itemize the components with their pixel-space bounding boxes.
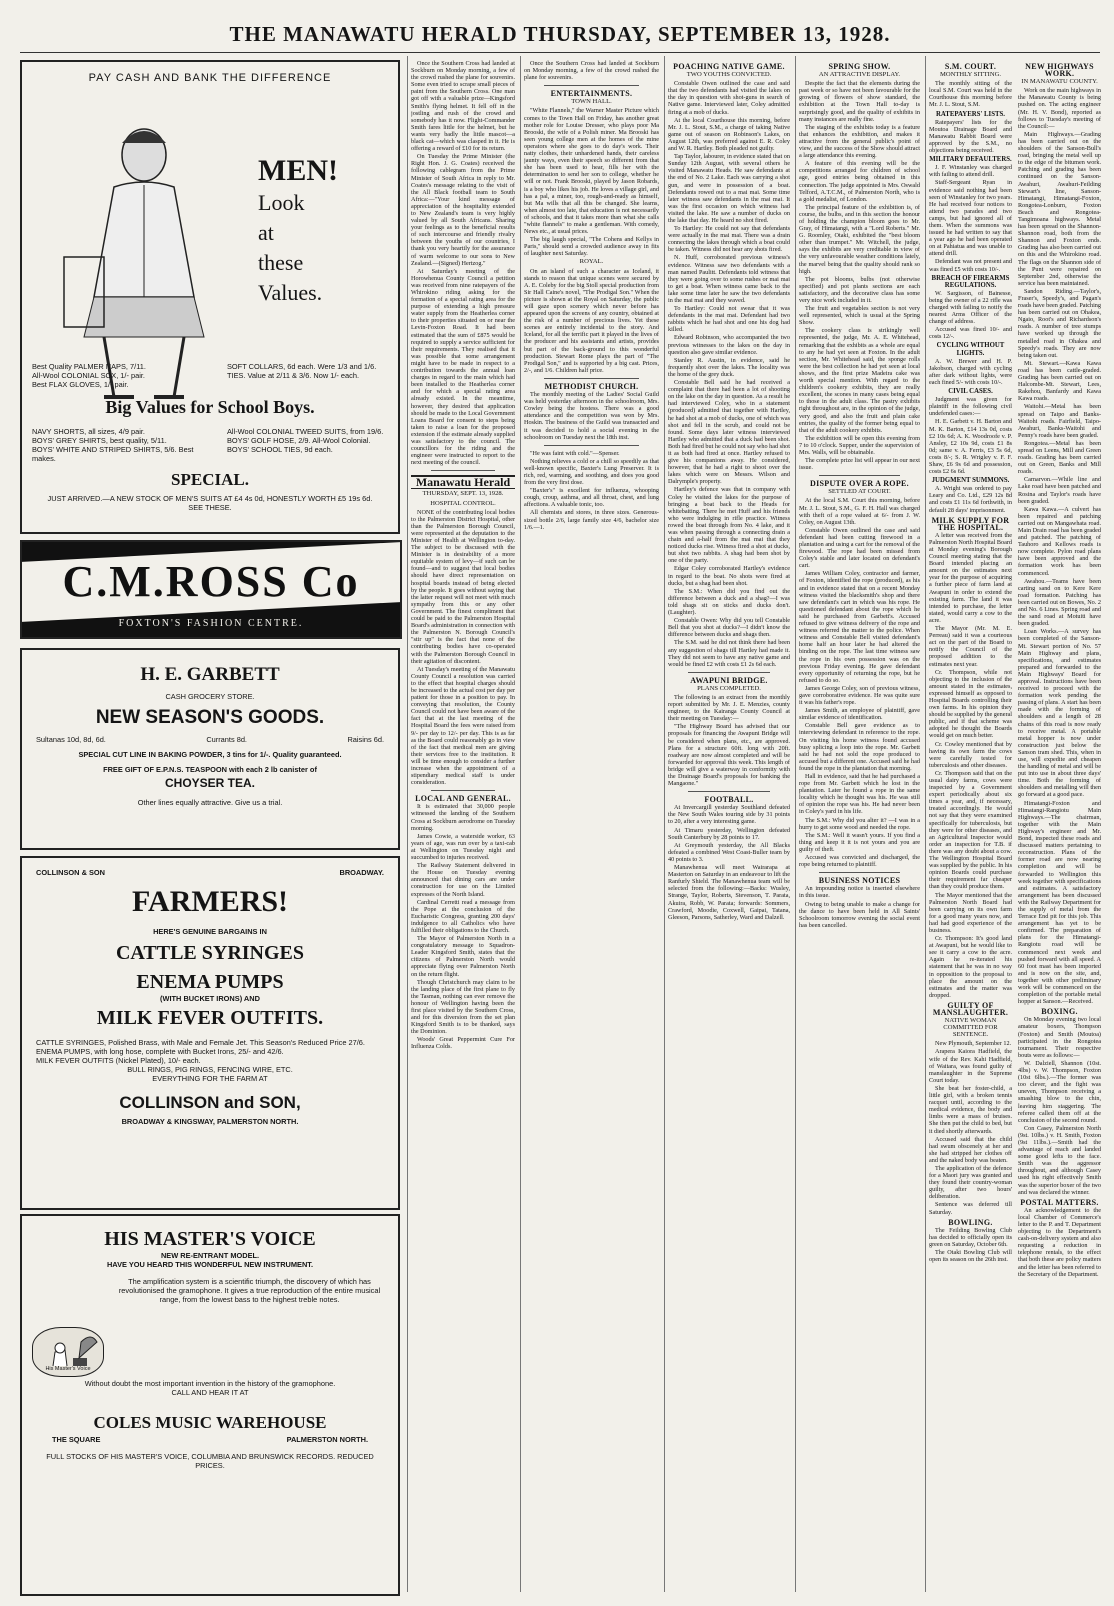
paragraph: A feature of this evening will be the competitions arranged for children of school age, good entries being obtained in this connection. The judge appointed is Mrs. Oswald Telford, A.T.C.M., of Palmerston North, who is a gold medalist, of London.	[799, 160, 920, 203]
section-subheading: PLANS COMPLETED.	[697, 684, 761, 692]
section-heading: DISPUTE OVER A ROPE.	[810, 479, 909, 489]
collinson-footer-addr: BROADWAY & KINGSWAY, PALMERSTON NORTH.	[121, 1117, 299, 1126]
price-line: Best Quality PALMER NAPS, 7/11.	[32, 362, 146, 371]
section-subheading: SETTLED AT COURT.	[828, 488, 891, 496]
paragraph: Main Highways.—Grading has been carried out on the shoulders of the Sanson-Bull's road, bringing the metal well up to the edge of the bitumen work. Patching and grading has been continued on the Sanson-Awahuri, Awahuri-Feilding Stewart's line, Sanson-Himatangi, Himatangi-Foxton, Rongotea-Lonburn, Foxton Beach and Rongotea-Tangimoana highways. Metal has been spread on the Shannon-Shannon road, both from the Shannon and Foxton ends. Grading has also been carried out on this and the Whirokino road. The flags on the Shannon side of the Punt were repaired on September 2nd, otherwise the service has been maintained.	[1018, 130, 1101, 287]
paragraph: W. Sargisson, of Bainesse, being the owner of a 22 rifle was charged with failing to notify the nearest Arms Officer of the change of address.	[929, 289, 1012, 326]
hmv-footer: FULL STOCKS OF HIS MASTER'S VOICE, COLUMBIA AND BRUNSWICK RECORDS. REDUCED PRICES.	[46, 1452, 374, 1470]
paragraph: The cookery class is strikingly well represented, the judge, Mr. A. E. Whitehead, remarking that the exhibits as a whole are equal to any he had yet seen at Foxton. In the adult section, Mr. Whitehead said, the sponge rolls were the best collection he had yet seen at local shows, and the first prize Madeira cake was worth special mention. With regard to the children's cookery exhibits, they are really excellent, the scones in many cases being equal to those in the adult class. The pastry exhibits right throughout are, in the opinion of the judge, very good, and also the fruit and plain cake entries, the quality of the former being equal to that of the adult cookery exhibits.	[799, 327, 920, 434]
paragraph: At the local S.M. Court this morning, before Mr. J. L. Stout, S.M., G. F. H. Hall was charged with theft of a rope valued at 6/- from J. W. Coley, on August 13th.	[799, 497, 920, 526]
paragraph: The Mayor mentioned that the Palmerston North Board had been carrying on its own farm for a good many years now, and had had good experience of the business.	[929, 891, 1012, 934]
paragraph: The Railway Statement delivered in the House on Tuesday evening announced that dining cars are under construction for use on the Limited expresses of the North Island.	[411, 862, 515, 898]
paragraph: Once the Southern Cross had landed at Sockburn on Monday morning, a few of the crowd rushed the plane for souvenirs.	[524, 60, 659, 82]
subheading: BREACH OF FIREARMS REGULATIONS.	[931, 274, 1010, 289]
separator	[688, 672, 770, 673]
hmv-sub2: HAVE YOU HEARD THIS WONDERFUL NEW INSTRUMENT.	[106, 1260, 314, 1269]
section-heading: BOWLING.	[948, 1217, 993, 1227]
paragraph: The principal feature of the exhibition is, of course, the bulbs, and in this section the honour of holding the champion bloom goes to Mr. Gray, of Himatangi, with a "Lord Roberts." Mr. G. Roomley, Otaki, exhibited the "best bloom other than trumpet." Mr. Witchell, the judge, says the exhibits are very creditable in view of the very unfavourable weather conditions lately, the marvel being that the quality should rank so high.	[799, 203, 920, 275]
garbett-name: H. E. GARBETT	[140, 664, 280, 685]
men-word: Values.	[258, 280, 323, 305]
price-line: BOYS' SCHOOL TIES, 9d each.	[227, 445, 333, 454]
hmv-address	[22, 1433, 398, 1446]
paragraph: James William Coley, contractor and farmer, of Foxton, identified the rope (produced), as his and in evidence stated that on a recent Monday witness visited the blacksmith's shop and there saw defendant's cart in which was his rope. He questioned defendant about the rope which he said he purchased from Garbett's. Accused refused to give witness delivery of the rope and witness referred the matter to the police. When witness and Constable Bell visited defendant's home half an hour later he had altered the binding on the rope. The last time witness saw the rope in his own possession was on the previous Friday evening. He gave defendant every opportunity of returning the rope, but he refused to do so.	[799, 570, 920, 684]
subheading: RATEPAYERS' LISTS.	[935, 110, 1005, 118]
paragraph: The exhibition will be open this evening from 7 to 10 o'clock. Supper, under the supervision of Mrs. Walls, will be obtainable.	[799, 434, 920, 456]
hmv-sub1: NEW RE-ENTRANT MODEL.	[160, 1251, 260, 1260]
detail-line: BULL RINGS, PIG RINGS, FENCING WIRE, ETC.	[127, 1065, 293, 1074]
paragraph: Nothing relieves a cold or a chill so speedily as that well-known specific, Baxter's Lung Preserver. It is rich, red, warming, and soothing, and does you good from the very first dose.	[524, 457, 659, 487]
section-heading: NEW HIGHWAYS WORK.	[1025, 62, 1094, 79]
ross-sub: FOXTON'S FASHION CENTRE.	[118, 618, 304, 629]
paragraph: The following is an extract from the monthly report submitted by Mr. J. E. Menzies, county engineer, to the Kairanga County Council at their meeting on Tuesday:—	[668, 693, 790, 723]
subheading: CYCLING WITHOUT LIGHTS.	[936, 342, 1005, 357]
hmv-store: COLES MUSIC WAREHOUSE	[93, 1413, 327, 1432]
men-word: Look	[258, 190, 305, 215]
paragraph: Rongotea.—Metal has been spread on Leens, Mill and Green roads. Grading has been carried out on Green, Banks and Mill roads.	[1018, 439, 1101, 476]
separator	[544, 85, 639, 86]
section-heading: GUILTY OF MANSLAUGHTER.	[932, 1000, 1009, 1017]
paragraph: Loan Works.—A survey has been completed of the Sanson-Mt. Stewart portion of No. 57 Main Highway and plans, specifications, and estimates prepared and forwarded to the Main Highways' Board for approval. Instructions have been received to proceed with the formation work pending the passing of plans. A start has been made with the forming of shoulders and a length of 28 chains of this road is now ready to receive metal. A portable metal hopper is now under construction just below the Sanson tram shed. This, when in use, will expedite and cheapen the handling of metal and will be put into use in about three days' time. Both the forming of shoulders and metalling will then go forward at a good pace.	[1018, 628, 1101, 799]
masthead: THE MANAWATU HERALD THURSDAY, SEPTEMBER 13, 1928.	[229, 22, 891, 46]
paragraph: James George Coley, son of previous witness, gave corroborative evidence. He was quite sure it was his father's rope.	[799, 684, 920, 707]
paragraph: At the local Courthouse this morning, before Mr. J. L. Stout, S.M., a charge of taking Native game out of season on Robinson's Lakes, on August 12th, was preferred against E. R. Coley and W. R. Hartley. Both pleaded not guilty.	[668, 116, 790, 153]
paragraph: Constable Owen: Why did you tell Constable Bell that you shot at ducks?—I didn't know the difference between ducks and shags then.	[668, 617, 790, 639]
paragraph: Judgment was given for plaintiff in the following civil undefended cases:—	[929, 396, 1012, 418]
paragraph: James Cowie, a waterside worker, 63 years of age, was run over by a taxi-cab at Wellington on Tuesday night and succumbed to injuries received.	[411, 832, 515, 862]
section-heading: SPRING SHOW.	[828, 62, 891, 71]
men-word: MEN!	[258, 154, 338, 187]
hmv-body-wrap	[22, 1269, 398, 1379]
paragraph: New Plymouth, September 12.	[935, 1040, 1012, 1048]
paragraph: Sentence was deferred till Saturday.	[929, 1201, 1012, 1216]
price-item: Currants 8d.	[206, 735, 247, 744]
paragraph: J. F. Winstanley was charged with failing to attend drill.	[929, 164, 1012, 179]
section-heading: HOSPITAL CONTROL.	[430, 499, 496, 507]
paragraph: Constable Owen outlined the case and said defendant had been cutting firewood in a plantation and using a cart for the removal of the firewood. The rope had been missed from Coley's stable and later located on defendant's cart.	[799, 526, 920, 570]
paragraph: Accused was convicted and discharged, the rope being returned to plaintiff.	[799, 854, 920, 869]
paragraph: Accused was fined 10/- and costs 12/-.	[929, 326, 1012, 341]
price-line: BOYS' WHITE AND STRIPED SHIRTS, 5/6. Best makes.	[32, 445, 194, 463]
separator	[544, 378, 639, 379]
garbett-advert	[20, 648, 400, 850]
hmv-logo-text: His Master's Voice	[45, 1366, 91, 1372]
paragraph: James Smith, an employee of plaintiff, gave similar evidence of identification.	[799, 707, 920, 722]
paragraph: The staging of the exhibits today is a feature that enhances the exhibition, and makes it attractive from the general public's point of view, and the success of the Show should attract a large attendance this evening.	[799, 123, 920, 160]
paragraph: Defendant was not present and was fined £5 with costs 10/-.	[929, 258, 1012, 273]
section-heading: METHODIST CHURCH.	[544, 381, 639, 391]
men-word: these	[258, 250, 304, 275]
paragraph: It is estimated that 30,000 people witnessed the landing of the Southern Cross at Sockburn aerodrome on Tuesday morning.	[411, 803, 515, 832]
paragraph: "He was faint with cold."—Spenser.	[530, 449, 620, 457]
column-6-7	[929, 60, 1101, 1595]
paragraph: Work on the main highways in the Manawatu County is being pushed on. The acting engineer (Mr. H. V. Bond), reported as follows to Tuesday's meeting of the Council:—	[1018, 87, 1101, 130]
paragraph: N. Huff, corroborated previous witness's evidence. Witness saw two defendants with a man named Paulitt. Defendants told witness that they were going over to some rushes or mai mai to get a boat. When witness came back to the lake some time later he saw the two defendants in the mai mai and they waved.	[668, 254, 790, 304]
paragraph: NONE of the contributing local bodies to the Palmerston District Hospital, other than the Palmerston Borough Council, were represented at the deputation to the Minister of Health at Wellington to-day. The subject to be discussed with the Minister is in desirability of a more equitable system of levy—if such can be found—and to suggest that local bodies should have direct representation on hospital boards instead of being elected by the people. It goes without saying that the latter request will not meet with much sympathy from this or any other Government. The finest compliment that could be paid to the Palmerston Hospital Board's administration in connection with the Palmerston N. Borough Council's "stir up" is the fact that none of the contributing bodies have co-operated with the Palmerston Borough Council in their agitation of discontent.	[411, 508, 515, 665]
paragraph: Hartley's defence was that in company with Coley he visited the lakes for the purpose of bringing a boat back to the Heads for whitebaiting. There he met Huff and his friends who were indulging in rifle practice. Witness rowed the boat through from No. 4 lake, and it was when passing through a connecting drain a chain and a-half from the mai mai that they noticed ducks rise. Witness fired a shot at ducks, but shot two rabbits. A shag had been shot by one of the party.	[668, 486, 790, 565]
subheading: CIVIL CASES.	[948, 388, 993, 396]
paragraph: At Invercargill yesterday Southland defeated the New South Wales touring side by 31 points to 20, after a very interesting game.	[668, 804, 790, 826]
paragraph: The fruit and vegetables section is not very well represented, which is usual at the Spring Show.	[799, 305, 920, 327]
paragraph: Edward Robinson, who accompanied the two previous witnesses to the lakes on the day in question also gave similar evidence.	[668, 334, 790, 356]
section-heading: ENTERTAINMENTS.	[550, 89, 633, 99]
paragraph: "Baxter's" is excellent for influenza, whooping cough, croup, asthma, and all throat, chest, and lung affections. A valuable tonic, too.	[524, 487, 659, 509]
school-left	[32, 427, 217, 463]
paragraph: At Saturday's meeting of the Horowhenua County Council a petition was received from nine ratepayers of the Whirokino riding asking for the formation of a special rating area for the purpose of extending a high pressure water supply from the Heatherlea corner to their properties situated on or near the Levin-Foxton Road. It had been estimated that the sum of £875 would be required to supply a service sufficient for their requirements. They realised that it was possible that some arrangement might have to be made in respect to a contribution towards the annual loan charges in regard to the main which had been installed to the Heatherlea corner and for which a special rating area already existed. In the meantime, however, they desired that application should be made to the Local Government Loans Board for consent to steps being taken to raise a loan for the proposed extension if the estimate already supplied was satisfactory to the council. The councillors for the riding and the engineer were instructed to report to the next meeting of the council.	[411, 267, 515, 467]
paragraph: Owing to being unable to make a change for the dance to have been held in All Saints' Schoolroom tomorrow evening the social event has been cancelled.	[799, 900, 920, 929]
paragraph: Kawa Kawa.—A culvert has been repaired and patching carried out on Mangawhata road. Main Drain road has been graded and patched. The patching of Tauhoro and Kellows roads is now complete. Pylon road plans have been approved and the formation work has been commenced.	[1018, 505, 1101, 577]
paragraph: Cr. Thompson said that on the usual dairy farms, cows were inspected by a Government expert periodically about six times a year, and, if necessary, treated accordingly. He would not say that they were examined specifically for tuberculosis, but they were for other diseases, and an Agricultural Inspector would order an inspection for T.B. if there was any doubt about a cow. The Wellington Hospital Board was supplied by the public. In his opinion Boards could purchase their requirement far cheaper than they could produce them.	[929, 769, 1013, 891]
ross-logo-banner	[20, 540, 402, 639]
collinson-line: MILK FEVER OUTFITS.	[96, 1007, 324, 1029]
men-look-values	[258, 154, 338, 308]
items-left	[32, 362, 212, 389]
paragraph: All chemists and stores, in three sizes. Generous-sized bottle 2/6, large family size 4/6, bachelor size 1/6.—1.	[524, 509, 659, 531]
hmv-advert	[20, 1214, 400, 1596]
hmv-headline: HIS MASTER'S VOICE	[104, 1228, 316, 1250]
special-text: JUST ARRIVED.—A NEW STOCK OF MEN'S SUITS AT £4 4s 0d, HONESTLY WORTH £5 19s 6d. SEE THESE.	[47, 494, 373, 512]
paragraph: Edgar Coley corroborated Hartley's evidence in regard to the boat. No shots were fired at ducks, but a shag had been shot.	[668, 565, 790, 587]
subheading: MILITARY DEFAULTERS.	[929, 156, 1012, 164]
paper-date: THURSDAY, SEPT. 13, 1928.	[422, 490, 504, 498]
section-heading: FOOTBALL.	[704, 795, 754, 805]
column-5	[799, 60, 920, 1595]
paragraph: On Tuesday the Prime Minister (the Right Hon. J. G. Coates) received the following cablegram from the Prime Minister of South Africa in reply to Mr. Coates's message relating to the visit of the All Black football team to South Africa:—"Your kind message of appreciation of the hospitality extended to New Zealand's team is very highly valued by all South Africans. Sharing your feelings as to the beneficial results of such intercourse and friendly rivalry between the youths of our countries, I thank you very heartily for the assurance of warm welcome to our sons to New Zealand.—(Signed) Hertzog."	[411, 153, 515, 267]
garbett-sub: CASH GROCERY STORE.	[165, 692, 255, 701]
hmv-logo	[32, 1327, 104, 1377]
column-3	[524, 60, 659, 1595]
garbett-special: SPECIAL CUT LINE IN BAKING POWDER, 3 tins for 1/-. Quality guaranteed.	[78, 750, 342, 759]
column-divider	[925, 56, 926, 1592]
price-line: All-Wool COLONIAL TWEED SUITS, from 19/6.	[227, 427, 384, 436]
paragraph: Cr. Thompson: It's good land at Awapuni, but he would like to see it carry a cow to the acre. Again he re-iterated his statement that he was in no way in opposition to the proposal to place the amount on the estimates and the matter was dropped.	[929, 935, 1012, 999]
section-heading: LOCAL AND GENERAL.	[415, 794, 511, 804]
paragraph: A. W. Brewer and H. P. Jakobson, charged with cycling after dark without lights, were each fined 5/- with costs 10/-.	[929, 357, 1012, 386]
paragraph: Carnarvon.—While line and Lake road have been patched and Rosina and Taylor's roads have been graded.	[1018, 476, 1101, 505]
collinson-lead: HERE'S GENUINE BARGAINS IN	[153, 927, 267, 936]
paragraph: "White Flannels," the Warner Master Picture which comes to the Town Hall on Friday, has another great mother role for Louise Dresser, who plays poor Ma Brooski, the wife of a Polish miner. Ma Brooski has seen young college men at the homes of the mine operators where she goes to do day's work. Their natty clothes, their unhardened hands, their careless jaunty ways, even their speech so different from that she has been used to hear, fills her with the determination to send her son to college, whether he will or not. Frank Brooski, played by Jason Robards, is a boy who likes his job. He loves a village girl, and has a pal, a miner, too, rough-and-ready as himself, but Ma wills that all this be changed. She learns, when almost too late, that education is not necessarily of schools, and that it takes more than what she calls "white flannels" to make a gentleman. With comedy, News etc., at usual prices.	[524, 107, 659, 236]
garbett-tea: CHOYSER TEA.	[164, 776, 255, 790]
price-item: Raisins 6d.	[347, 735, 384, 744]
paragraph: Cardinal Cerretti read a message from the Pope at the conclusion of the Eucharistic Congress, granting 200 days' indulgence to all Catholics who have fulfilled their obligations to the Church.	[411, 898, 515, 934]
price-item: Sultanas 10d, 8d, 6d.	[36, 735, 106, 744]
paragraph: H. E. Garbett v. H. Barton and M. K. Barton, £14 13s 0d, costs £2 10s 6d; A. K. Woodroofe v. P. Ansley, £2 10s 9d, costs £1 8s 0d; same v. A. Ferris, £3 5s 6d, costs 8/-; S. R. Wrigley v. F. F. Shaw, £6 9s 6d and possession, costs £2 6s 6d.	[929, 418, 1012, 476]
paragraph: Constable Bell said he had received a complaint that there had been a lot of shooting on the lake on the day in question. As a result he had interviewed Coley, who in a statement (produced) admitted that together with Hartley, he had shot at a mob of ducks, one of which was shot and fell in the scrub, and could not be found. Some days later witness interviewed Hartley who admitted that a duck had been shot. Both had fired but he could not say who had shot it as both had fired at once. Hartley refused to give his companions away. He considered, however, that he had a right to shoot over the lakes which were on Messrs. Wilson and Dalrymple's property.	[668, 379, 790, 486]
collinson-details	[22, 1030, 398, 1083]
paragraph: The Mayor of Palmerston North in a congratulatory message to Squadron-Leader Kingsford Smith, states that the citizens of Palmerston North would appreciate flying over Palmerston North on the return flight.	[411, 935, 515, 978]
section-heading: POSTAL MATTERS.	[1020, 1197, 1099, 1207]
section-heading: AWAPUNI BRIDGE.	[690, 675, 768, 685]
paragraph: "The Highway Board has advised that our proposals for financing the Awapuni Bridge will be considered when plans, etc., are approved. Plans for a structure 60ft. long with 20ft. roadway are now almost completed and will be forwarded for approval this week. This length of bridge will give a waterway in conformity with the Drainage Board's proposals for banking the Mangaone."	[668, 723, 790, 788]
men-word: at	[258, 220, 274, 245]
section-heading: BUSINESS NOTICES	[818, 876, 901, 886]
price-line: Best FLAX GLOVES, 1/- pair.	[32, 380, 129, 389]
paragraph: Accused said that the child had swum obscenely at her and she had stripped her clothes off and the naked body was beaten.	[929, 1135, 1012, 1164]
section-heading: POACHING NATIVE GAME.	[673, 62, 785, 71]
paragraph: Once the Southern Cross had landed at Sockburn on Monday morning, a few of the crowd rushed the plane for souvenirs. Some even tried to scrape small pieces of paint from the Southern Cross. One man got off with a valuable prize—Kingsford Smith's flying helmet. It fell off in the jostling and rush of the crowd and somebody has it now. Flight-Commander Smith fares little for the helmet, but he wants very badly the little mascot—a black cat—which was clasped in it. He is offering a reward of £10 for its return.	[411, 60, 515, 153]
paragraph: Cr. Thompson, while not objecting to the inclusion of the amount stated in the estimates, expressed himself as opposed to Hospital Boards controlling their own farms. In his opinion they should be supplied by the general public, and if that scheme was adopted he thought the Boards would get on much better.	[929, 668, 1012, 740]
paragraph: W. Dalziell, Shannon (10st. 4lbs) v. W. Thompson, Foxton (10st 6lbs.).—The former was too clever, and the fight was uneven, Thompson receiving a smashing blow to the chin, leaving him staggering. The referee called them off at the conclusion of the second round.	[1018, 1059, 1101, 1124]
items-right	[227, 362, 392, 380]
section-subheading: ROYAL.	[579, 258, 604, 266]
collinson-line: ENEMA PUMPS	[136, 971, 284, 993]
price-line: BOYS' GREY SHIRTS, best quality, 5/11.	[32, 436, 167, 445]
paragraph: Tap Taylor, labourer, in evidence stated that on Sunday 12th August, with several others he visited Manawatu Heads. He saw defendants at the end of No. 2 Lake. Each was carrying a shot gun, and were in possession of a boat. Defendants rowed out to a mai mai. Some time later witness saw defendants in the mai mai. It was the first occasion on which witness had visited the lake. He saw a number of ducks on the lake that day. He heard no shot fired.	[668, 153, 790, 224]
ross-brand: C.M.ROSS Co	[62, 557, 360, 606]
collinson-advert	[20, 856, 400, 1210]
paragraph: The S.M.: Why did you alter it? —I was in a hurry to get some wood and needed the rope.	[799, 816, 920, 831]
collinson-top-right: BROADWAY.	[339, 868, 384, 877]
paragraph: Himatangi-Foxton and Himatangi-Rangiotu Main Highways.—The chairman, together with the Main Highway's engineer and Mr. Bond, inspected these roads and discussed matters pertaining to reconstruction. Plans of the former road are now nearing completion and will be forwarded to Wellington this week together with specifications and estimates. A satisfactory arrangement has been discussed with the Railway Department for the supply of metal from the Terrace End pit for this job. This arrangement has yet to be confirmed. The preparation of plans for the Himatangi-Rangiotu road will be commenced next week and pushed forward with all speed. A 60 foot mast has been imported and is now on the site, and, together with other preliminary work will be commenced on the completion of the portable metal hopper at Sanson.—Received.	[1018, 799, 1101, 1006]
garbett-headline: NEW SEASON'S GOODS.	[95, 707, 325, 728]
ad-headline: PAY CASH AND BANK THE DIFFERENCE	[88, 72, 332, 84]
paragraph: Woods' Great Peppermint Cure For Influenza Colds.	[411, 1036, 515, 1051]
column-divider	[407, 56, 408, 1592]
detail-line: EVERYTHING FOR THE FARM AT	[152, 1074, 268, 1083]
paragraph: An impounding notice is inserted elsewhere in this issue.	[799, 885, 920, 900]
paragraph: The big laugh special, "The Cohens and Kellys in Paris," should send a crowded audience away in fits of laughter next Saturday.	[524, 236, 659, 258]
paragraph: Constable Owen outlined the case and said that the two defendants had visited the lakes on the day in question with shot-guns in search of Native game. Interviewed later, Coley admitted firing at a mob of ducks.	[668, 80, 790, 116]
detail-line: MILK FEVER OUTFITS (Nickel Plated), 10/- each.	[36, 1056, 201, 1065]
paragraph: At Timaru yesterday, Wellington defeated South Canterbury by 28 points to 17.	[668, 826, 790, 841]
hmv-body: The amplification system is a scientific triumph, the discovery of which has revolutionised the gramophone. It gives a true reproduction of the entire musical range, from the lowest bass to the highest treble notes.	[118, 1277, 381, 1304]
separator	[431, 790, 495, 791]
price-line: TIES. Value at 2/11 & 3/6. Now 1/- each.	[227, 371, 360, 380]
paragraph: At Tuesday's meeting of the Manawatu County Council a resolution was carried to the effect that hospital charges should be increased to the actual cost per day per patient for those in a position to pay. In conveying that resolution, the County Council could not have been aware of the fact that at the last meeting of the Hospital Board the fees were raised from 9/- per day to 12/- per day. This is as far as the Board could reasonably go in view of the fact that medical men are giving their services free to the institution. It will be time enough to consider a further increase when the appointment of a stipendiary medical staff is under consideration.	[411, 665, 515, 787]
column-divider	[520, 56, 521, 1592]
paragraph: The S.M.: Well it wasn't yours. If you find a thing and keep it it is not yours and you are guilty of theft.	[799, 831, 920, 853]
collinson-top-left: COLLINSON & SON	[36, 868, 105, 877]
section-subheading: TWO YOUTHS CONVICTED.	[686, 71, 772, 79]
column-7	[1018, 60, 1101, 1279]
paragraph: An acknowledgement to the local Chamber of Commerce's letter to the P. and T. Department objecting to the Department's cash-on-delivery system and also requesting a reduction in telephone rentals, to the effect that both these are policy matters and the letter has been referred to the Secretary of the Department.	[1018, 1206, 1101, 1278]
column-4	[668, 60, 790, 1595]
hmv-line: Without doubt the most important invention in the history of the gramophone.	[84, 1379, 336, 1388]
section-subheading: NATIVE WOMAN COMMITTED FOR SENTENCE.	[943, 1017, 998, 1039]
detail-line: CATTLE SYRINGES, Polished Brass, with Male and Female Jet. This Season's Reduced Price 27/6.	[36, 1038, 365, 1047]
separator	[819, 872, 900, 873]
paragraph: The S.M.: When did you find out the difference between a duck and a shag?—I was told shags sit on sticks and ducks don't. (Laughter).	[668, 587, 790, 617]
hmv-square: THE SQUARE	[52, 1435, 101, 1444]
paragraph: At Greymouth yesterday, the All Blacks defeated a combined West Coast-Buller team by 40 points to 3.	[668, 841, 790, 863]
paragraph: The Otaki Bowling Club will open its season on the 26th inst.	[929, 1249, 1012, 1264]
hmv-city: PALMERSTON NORTH.	[286, 1435, 368, 1444]
paragraph: Despite the fact that the elements during the past week or so have not been favourable for the growing of flowers of show standard, the exhibition at the Town Hall to-day is surprisingly good, and the quality of exhibits in many instances are really fine.	[799, 80, 920, 123]
column-divider	[664, 56, 665, 1592]
section-subheading: TOWN HALL.	[571, 98, 612, 106]
paragraph: The monthly sitting of the local S.M. Court was held in the Courthouse this morning before Mr. J. L. Stout, S.M.	[929, 80, 1012, 109]
section-subheading: MONTHLY SITTING.	[940, 71, 1001, 79]
detail-line: ENEMA PUMPS, with long hose, complete with Bucket Irons, 25/- and 42/6.	[36, 1047, 284, 1056]
paragraph: Manawhenua will meet Wairarapa at Masterton on Saturday in an endeavour to lift the Ranfurly Shield. The Manawhenua team will be selected from the following:—Backs: Wusley, Strange, Taylor, Roberts, Stevenson, T. Parata, Akuira, Robb, W. Parata; forwards: Sommers, Crawford, Moodie, Coxwell, Gaipai, Tatana, Gleeson, Parsons, Satherley, Ward and Dalzell.	[668, 864, 790, 921]
paper-nameplate: Manawatu Herald	[411, 475, 515, 489]
paragraph: The Feilding Bowling Club has decided to officially open its green on Saturday, October 6th.	[929, 1226, 1012, 1248]
column-divider	[795, 56, 796, 1592]
paragraph: On Monday evening two local amateur boxers, Thompson (Foxton) and Smith (Moutoa) participated in the Rongotea tournament. Their respective bouts were as follows:—	[1018, 1016, 1101, 1059]
paragraph: The application of the defence for a Maori jury was granted and they found their country-woman guilty, after two hours' deliberation.	[929, 1164, 1012, 1201]
paragraph: The pot blooms, bulbs (not otherwise specified) and pot plants sections are each satisfactory, and the decorative class has some very nice work included in it.	[799, 275, 920, 304]
special-heading: SPECIAL.	[171, 470, 249, 489]
paragraph: The monthly meeting of the Ladies' Social Guild was held yesterday afternoon in the schoolroom, Mrs. Cowley being the hostess. There was a good attendance and the competition was won by Mrs. Hoskin. The business of the Guild was transacted and it was decided to hold a social evening in the schoolroom on Tuesday next the 18th inst.	[524, 391, 659, 441]
column-2	[411, 60, 515, 1595]
paragraph: Constable Bell gave evidence as to interviewing defendant in reference to the rope. On visiting his home witness found accused busy splicing a loop into the rope. Mr. Garbett said he had not sold the rope produced to accused but a different one. Accused said he had found the rope in the plantation that morning.	[799, 722, 920, 772]
separator	[431, 470, 495, 471]
separator	[544, 445, 639, 446]
paragraph: The S.M. said he did not think there had been any suggestion of shags till Hartley had made it. They did not seem to have any native game and would be fined £2 with costs £1 2s 6d each.	[668, 639, 790, 668]
separator	[819, 475, 900, 476]
paragraph: A letter was received from the Palmerston North Hospital Board at Monday evening's Borough Council meeting stating that the Board intended placing an amount on the estimates next year for the purpose of acquiring a further piece of farm land at Awapuni in order to extend the existing farm. The land it was intended to purchase, the letter stated, would carry a cow to the acre.	[929, 531, 1013, 624]
collinson-line-sub: (WITH BUCKET IRONS) AND	[160, 994, 260, 1003]
paragraph: Staff-Sergeant Ryan in evidence said nothing had been seen of Winstanley for two years. He had received four notices to attend two parades and two camps, but had ignored all of them. When the summons was issued he had written to say that a year ago he had been operated on at Pahiatua and was unable to attend drill.	[929, 179, 1012, 258]
garbett-prices	[22, 729, 398, 750]
price-line: SOFT COLLARS, 6d each. Were 1/3 and 1/6.	[227, 362, 377, 371]
school-heading: Big Values for School Boys.	[105, 397, 315, 417]
garbett-footer: Other lines equally attractive. Give us a trial.	[137, 798, 283, 807]
column-6	[929, 60, 1012, 1279]
price-line: All-Wool COLONIAL SOX, 1/- pair.	[32, 371, 145, 380]
paragraph: Cr. Cowley mentioned that by having its own farm the cows were carefully tested for tuberculosis and other diseases.	[929, 740, 1012, 769]
paragraph: Though Christchurch may claim to be the landing place of the first plane to fly the Tasman, nothing can ever remove the honour of Wellington having been the first place visited by the Southern Cross, and for this diversion from the set plan Kingsford Smith is to be thanked, says the Dominion.	[411, 978, 515, 1036]
paragraph: The complete prize list will appear in our next issue.	[799, 457, 920, 472]
paragraph: Hall in evidence, said that he had purchased a rope from Mr. Garbett which he lost in the plantation. Later he found a rope in the same locality which he thought was his. He was still of opinion the rope was his. He had never been in Coley's yard in his life.	[799, 773, 920, 816]
paragraph: Sandon Riding.—Taylor's, Fraser's, Speedy's, and Pagan's roads have been graded. Patching has been carried out on Ohakea, Ngaio, Root's and Richardson's roads. A number of tree stumps have worked up through the metalled road in Ohakea and Speedy's roads. They are now being taken out.	[1018, 287, 1101, 359]
section-heading: BOXING.	[1041, 1007, 1078, 1017]
paragraph: Stanley R. Austin, in evidence, said he frequently shot over the lakes. The locality was the home of the grey duck.	[668, 356, 790, 378]
section-heading: MILK SUPPLY FOR THE HOSPITAL.	[931, 515, 1010, 532]
paragraph: The Mayor (Mr. M. E. Perreau) said it was a courteous act on the part of the Board to notify the Council of the proposed addition to the estimates next year.	[929, 625, 1012, 668]
school-right	[227, 427, 392, 454]
masthead-rule	[20, 52, 1100, 53]
paragraph: Waitohi.—Metal has been spread on Taipo and Banks-Waitohi roads. Fairfield, Taipo-Awahuri, Banks-Waitohi and Penny's roads have been graded.	[1018, 403, 1101, 439]
hmv-call: CALL AND HEAR IT AT	[171, 1388, 249, 1397]
collinson-line: CATTLE SYRINGES	[115, 942, 305, 964]
clothing-advert	[20, 60, 400, 534]
collinson-footer-name: COLLINSON and SON,	[119, 1093, 301, 1112]
collinson-headline: FARMERS!	[131, 885, 289, 918]
section-heading: S.M. COURT.	[944, 62, 997, 71]
price-line: NAVY SHORTS, all sizes, 4/9 pair.	[32, 427, 145, 436]
paragraph: To Hartley: He could not say that defendants were actually in the mai mai. There was a drain connecting the lakes through which a boat could be taken. Witness did not hear any shots fired.	[668, 225, 790, 254]
paragraph: She beat her foster-child, a little girl, with a broken tennis racquet until, according to the medical evidence, the body and limbs were a mass of bruises. She then put the child to bed, but it died shortly afterwards.	[929, 1084, 1012, 1135]
paragraph: Con Casey, Palmerston North (9st. 10lbs.) v. H. Smith, Foxton (9st 11lbs.).—Smith had the advantage of reach and landed some good lefts to the face. Smith was the aggressor throughout, and although Casey used his right effectively Smith was the superior boxer of the two and was declared the winner.	[1018, 1124, 1101, 1196]
paragraph: Arapera Kaiora Hadfield, the wife of the Rev. Kahi Hadfield, of Waitara, was found guilty of manslaughter in the Supreme Court today.	[929, 1048, 1012, 1084]
paragraph: Mt. Stewart.—Kawa Kawa road has been cattle-graded. Grading has been carried out on Halcombe-Mt. Stewart, Lees, Rakehou, Banfardy and Kawa Kawa roads.	[1018, 359, 1101, 403]
price-line: BOYS' GOLF HOSE, 2/9. All-Wool Colonial.	[227, 436, 371, 445]
paragraph: To Hartley: Could not swear that it was defendants in the mai mai. Defendant had two rabbits which he had shot and one his dog had killed.	[668, 305, 790, 334]
garbett-gift: FREE GIFT OF E.P.N.S. TEASPOON with each 2 lb canister of	[103, 765, 317, 774]
section-subheading: AN ATTRACTIVE DISPLAY.	[818, 71, 901, 79]
paragraph: Awahou.—Teams have been carting sand on to Kere Kere road formation. Patching has been carried out on Bowes, No. 2 and No. 6 Lines. Spring road and the sand road at Motuiti have been graded.	[1018, 577, 1101, 628]
separator	[688, 791, 770, 792]
paragraph: On an island of such a character as Iceland, it stands to reason that unique scenes were secured by A. E. Coleby for the big Stoll special production from Sir Hall Caine's novel, "The Prodigal Son." When the picture is shown at the Royal on Saturday, the public will gaze upon scenery which never before has appeared upon the screens of any country, obtained at the risk of a number of precious lives. Yet these scenes are entirely incidental to the story. And Iceland, for all the terrific part it played in the lives of the producer and his assistants and artists, provides but part of the back-ground to this wonderful production. Stewart Rome plays the part of "The Prodigal Son," and is supported by a big cast. Prices, 2/-, and 1/6. Children half price.	[524, 267, 659, 374]
paragraph: A. Wright was ordered to pay Leary and Co. Ltd., £29 12s 8d and costs £1 11s 6d forthwith, in default 28 days' imprisonment.	[929, 485, 1012, 514]
paragraph: Ratepayers' lists for the Moutoa Drainage Board and Manawatu Rabbit Board were approved by the S.M., no objections being received.	[929, 118, 1012, 155]
collinson-top	[22, 858, 398, 877]
section-subheading: IN MANAWATU COUNTY.	[1021, 78, 1098, 86]
dual-column-wrap	[929, 60, 1101, 1279]
subheading: JUDGMENT SUMMONS.	[931, 477, 1010, 485]
